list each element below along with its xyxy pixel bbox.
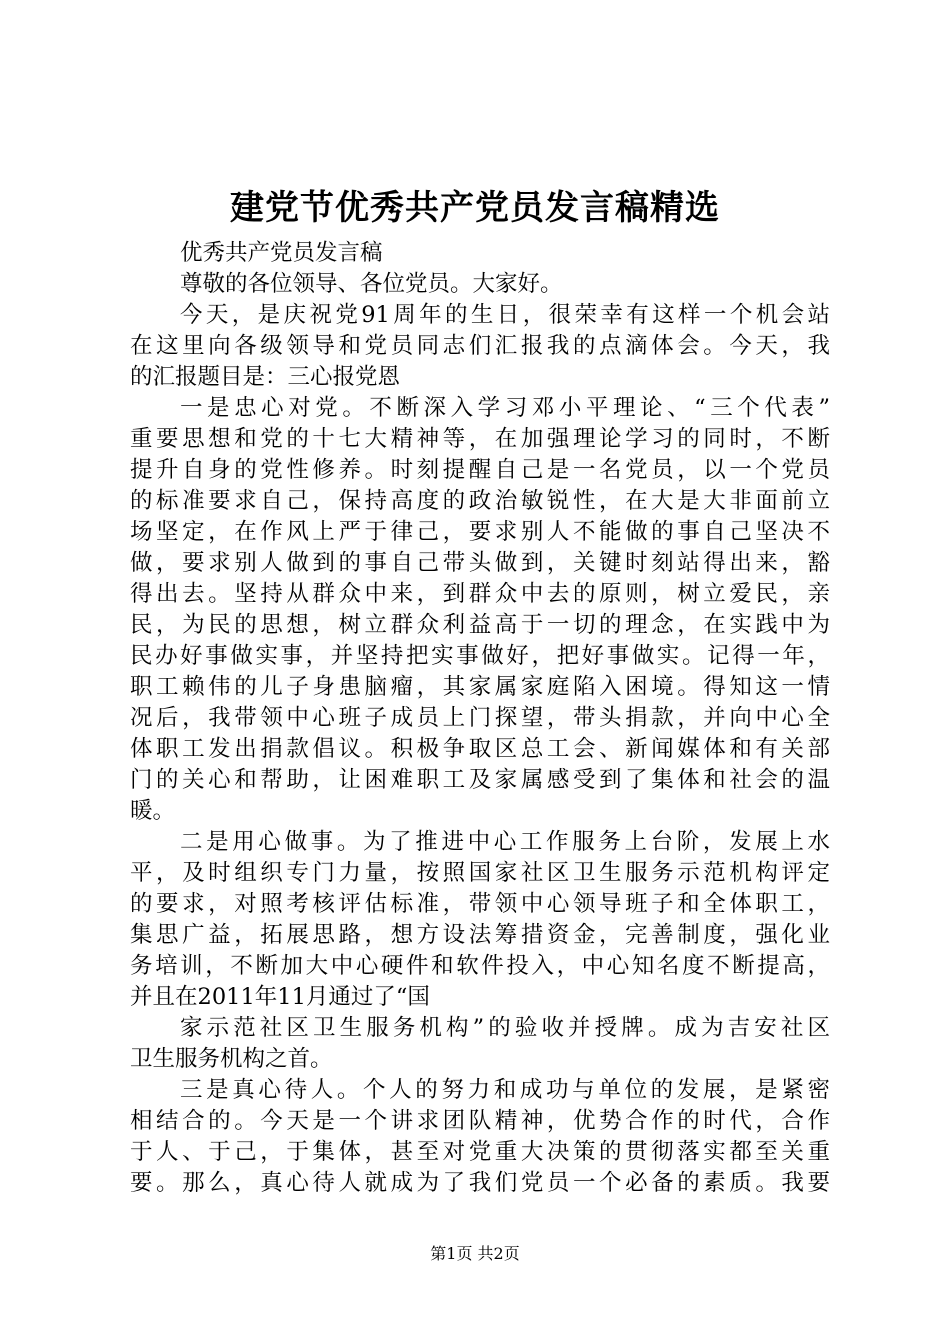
text-line: 民办好事做实事，并坚持把实事做好，把好事做实。记得一年，: [130, 643, 830, 669]
document-body: [130, 238, 830, 1199]
text-line: 的要求，对照考核评估标准，带领中心领导班子和全体职工，: [130, 891, 830, 917]
text-line: 况后，我带领中心班子成员上门探望，带头捐款，并向中心全: [130, 705, 830, 731]
text-line: 提升自身的党性修养。时刻提醒自己是一名党员，以一个党员: [130, 457, 830, 483]
document-title: 建党节优秀共产党员发言稿精选: [230, 188, 720, 228]
text-line: 暖。: [130, 798, 176, 824]
text-line: 得出去。坚持从群众中来，到群众中去的原则，树立爱民，亲: [130, 581, 830, 607]
text-line: 体职工发出捐款倡议。积极争取区总工会、新闻媒体和有关部: [130, 736, 830, 762]
text-line: 今天，是庆祝党91周年的生日，很荣幸有这样一个机会站: [180, 302, 830, 328]
text-line: 要。那么，真心待人就成为了我们党员一个必备的素质。我要: [130, 1170, 830, 1196]
text-line: 场坚定，在作风上严于律己，要求别人不能做的事自己坚决不: [130, 519, 830, 545]
text-line: 平，及时组织专门力量，按照国家社区卫生服务示范机构评定: [130, 860, 830, 886]
text-line: 优秀共产党员发言稿: [180, 240, 383, 266]
text-line: 做，要求别人做到的事自己带头做到，关键时刻站得出来，豁: [130, 550, 830, 576]
text-line: 二是用心做事。为了推进中心工作服务上台阶，发展上水: [180, 829, 830, 855]
text-line: 集思广益，拓展思路，想方设法筹措资金，完善制度，强化业: [130, 922, 830, 948]
text-line: 卫生服务机构之首。: [130, 1046, 333, 1072]
text-line: 在这里向各级领导和党员同志们汇报我的点滴体会。今天，我: [130, 333, 830, 359]
text-line: 一是忠心对党。不断深入学习邓小平理论、“三个代表”: [180, 395, 830, 421]
text-line: 职工赖伟的儿子身患脑瘤，其家属家庭陷入困境。得知这一情: [130, 674, 830, 700]
text-line: 的标准要求自己，保持高度的政治敏锐性，在大是大非面前立: [130, 488, 830, 514]
text-line: 尊敬的各位领导、各位党员。大家好。: [180, 271, 563, 297]
text-line: 的汇报题目是：三心报党恩: [130, 364, 401, 390]
text-line: 并且在2011年11月通过了“国: [130, 984, 430, 1010]
text-line: 相结合的。今天是一个讲求团队精神，优势合作的时代，合作: [130, 1108, 830, 1134]
text-line: 三是真心待人。个人的努力和成功与单位的发展，是紧密: [180, 1077, 830, 1103]
text-line: 重要思想和党的十七大精神等，在加强理论学习的同时，不断: [130, 426, 830, 452]
text-line: 家示范社区卫生服务机构”的验收并授牌。成为吉安社区: [180, 1015, 830, 1041]
text-line: 门的关心和帮助，让困难职工及家属感受到了集体和社会的温: [130, 767, 830, 793]
page-footer: 第1页 共2页: [430, 1244, 520, 1263]
text-line: 民，为民的思想，树立群众利益高于一切的理念，在实践中为: [130, 612, 830, 638]
text-line: 务培训，不断加大中心硬件和软件投入，中心知名度不断提高，: [130, 953, 830, 979]
text-line: 于人、于己，于集体，甚至对党重大决策的贯彻落实都至关重: [130, 1139, 830, 1165]
